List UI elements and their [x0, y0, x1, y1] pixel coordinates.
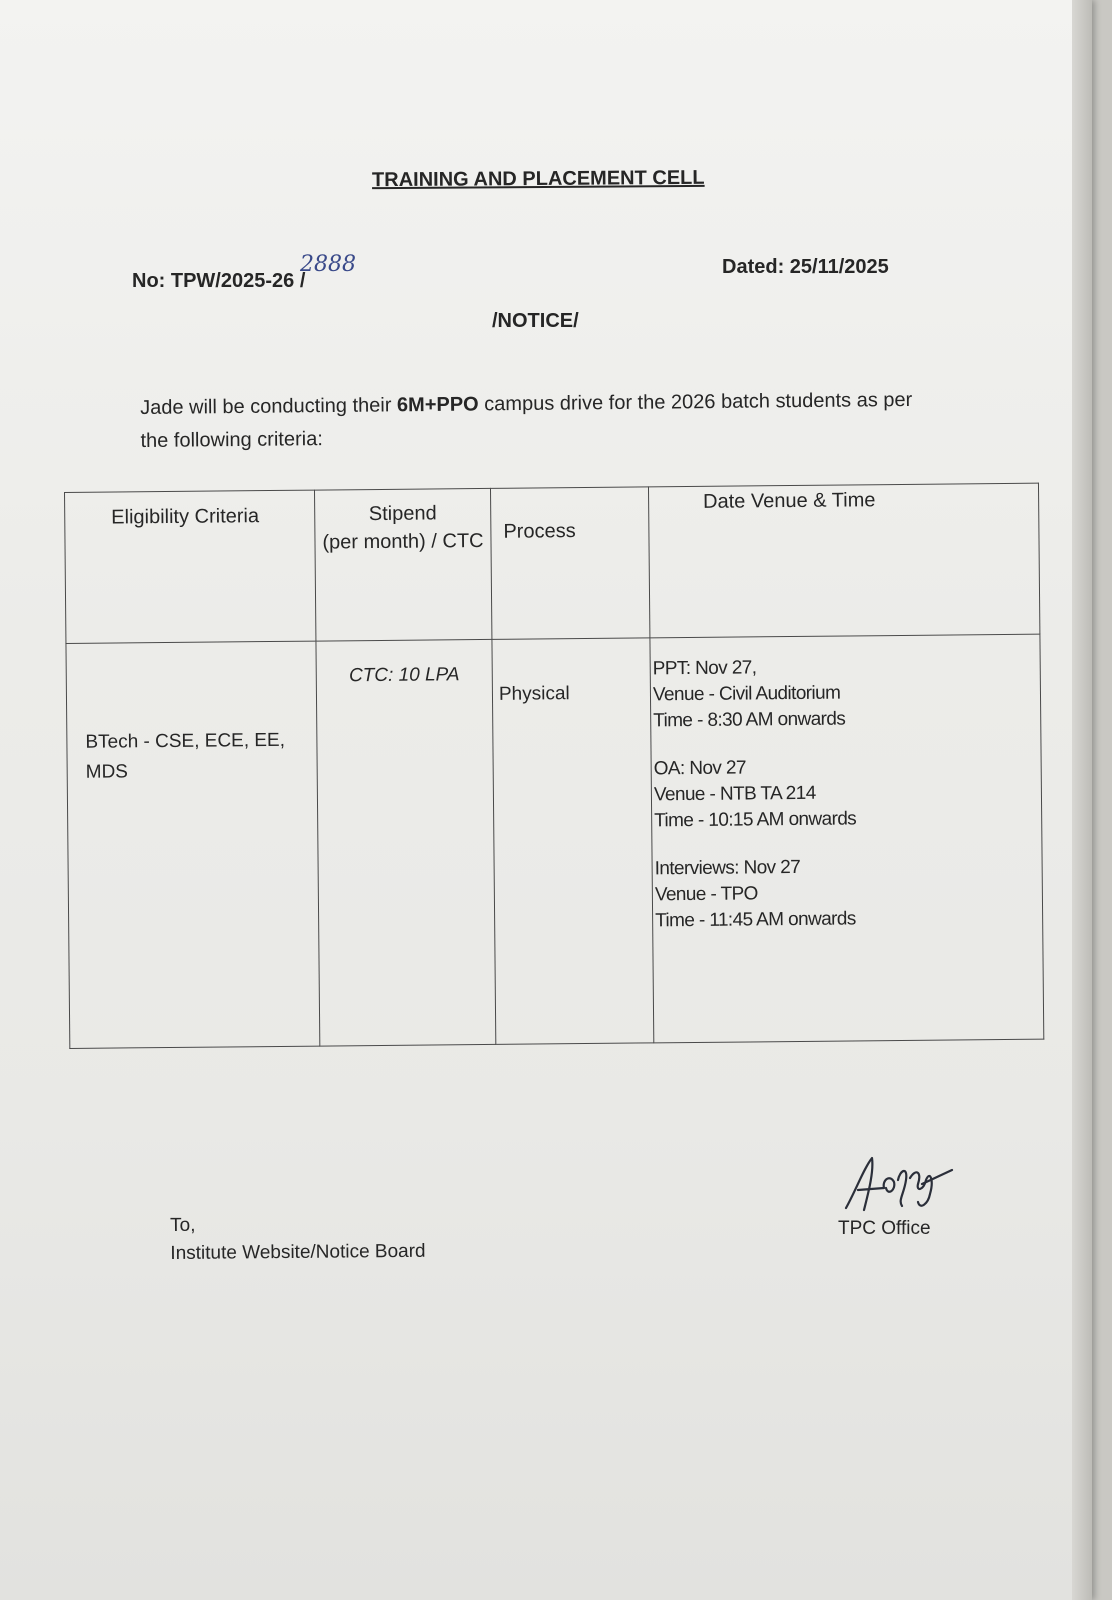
header-stipend-line2: (per month) / CTC	[322, 529, 484, 554]
recipient-block	[170, 1210, 426, 1268]
eligibility-line2: MDS	[85, 761, 129, 783]
reference-number: No: TPW/2025-26 /	[132, 270, 306, 292]
schedule-interviews-date: Interviews: Nov 27	[654, 856, 801, 880]
schedule-oa-time: Time - 10:15 AM onwards	[654, 808, 857, 832]
signoff-office: TPC Office	[838, 1218, 931, 1239]
criteria-table	[64, 483, 1044, 1049]
cell-eligibility	[66, 641, 320, 1048]
notice-date: Dated: 25/11/2025	[722, 256, 889, 278]
schedule-ppt-date: PPT: Nov 27,	[652, 657, 757, 680]
header-date-venue-time: Date Venue & Time	[648, 483, 1039, 638]
table-row	[66, 634, 1044, 1048]
reference-number-handwritten: 2888	[300, 252, 356, 277]
schedule-ppt-venue: Venue - Civil Auditorium	[652, 682, 841, 706]
header-eligibility: Eligibility Criteria	[65, 490, 316, 643]
cell-process: Physical	[492, 638, 654, 1044]
recipient-label: To,	[170, 1214, 196, 1236]
header-stipend	[314, 488, 491, 641]
schedule-oa	[654, 753, 1042, 835]
notice-intro	[140, 384, 941, 458]
schedule-interviews-time: Time - 11:45 AM onwards	[655, 908, 856, 932]
header-process: Process	[490, 487, 649, 640]
notice-heading: TRAINING AND PLACEMENT CELL	[371, 166, 705, 192]
schedule-oa-date: OA: Nov 27	[653, 757, 746, 780]
schedule-oa-venue: Venue - NTB TA 214	[653, 782, 816, 806]
schedule-ppt	[653, 653, 1041, 735]
eligibility-line1: BTech - CSE, ECE, EE,	[85, 729, 286, 753]
paper-edge	[1072, 0, 1092, 1600]
schedule-ppt-time: Time - 8:30 AM onwards	[653, 708, 846, 732]
table-header-row	[65, 483, 1040, 643]
recipient-name: Institute Website/Notice Board	[170, 1240, 426, 1264]
header-stipend-line1: Stipend	[368, 502, 437, 526]
intro-offer-type: 6M+PPO	[396, 393, 479, 417]
schedule-interviews-venue: Venue - TPO	[654, 883, 758, 906]
notice-title: /NOTICE/	[492, 310, 579, 332]
intro-text-part1: Jade will be conducting their	[140, 394, 398, 419]
cell-schedule	[650, 634, 1044, 1043]
criteria-table-wrapper	[64, 483, 1044, 1049]
intro-text-part2: campus drive for the 2026 batch students as per the following criteria:	[140, 388, 913, 452]
schedule-interviews	[655, 853, 1043, 935]
cell-ctc: CTC: 10 LPA	[316, 639, 496, 1046]
